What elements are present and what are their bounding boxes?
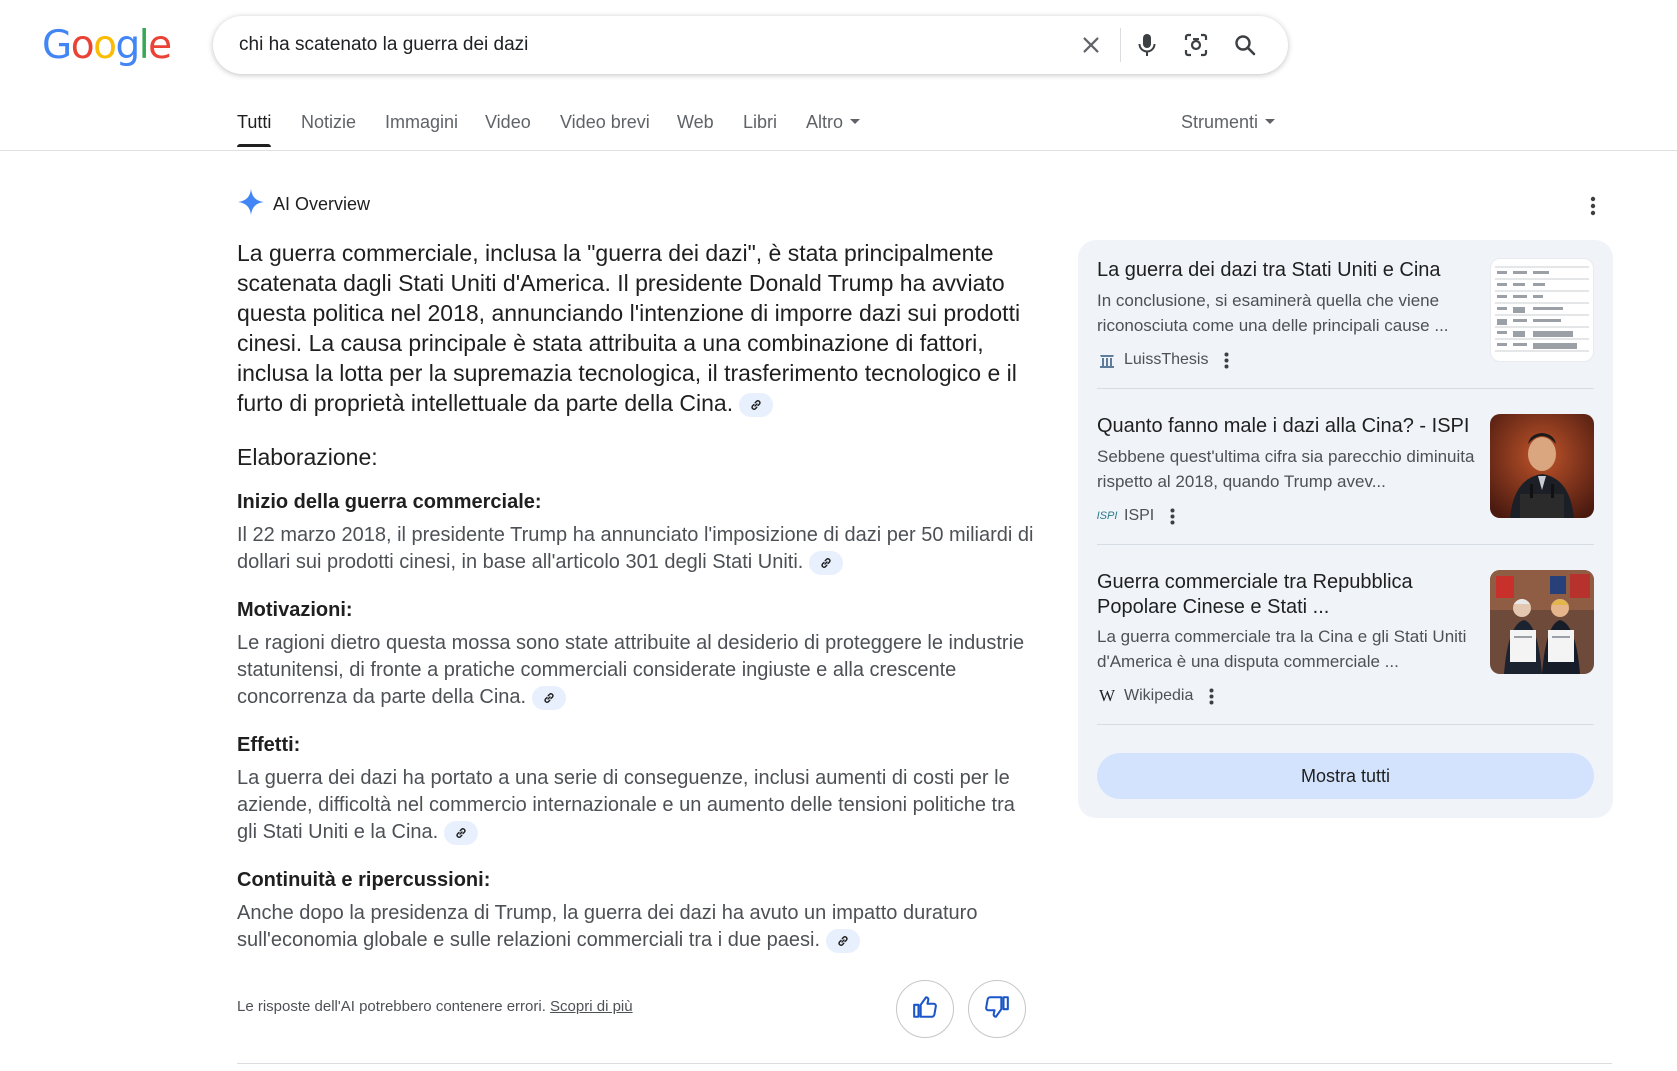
more-options-icon[interactable] bbox=[1224, 352, 1229, 369]
ispi-favicon: ISPI bbox=[1096, 510, 1118, 522]
column-icon bbox=[1097, 350, 1117, 370]
source-snippet: Sebbene quest'ultima cifra sia parecchio diminuita rispetto al 2018, quando Trump avev... bbox=[1097, 447, 1475, 491]
section-title: Continuità e ripercussioni: bbox=[237, 869, 491, 891]
search-input[interactable]: chi ha scatenato la guerra dei dazi bbox=[239, 34, 529, 55]
link-icon[interactable] bbox=[809, 551, 843, 575]
search-box[interactable] bbox=[213, 16, 1288, 74]
wikipedia-favicon: W bbox=[1098, 686, 1116, 705]
tools-button[interactable] bbox=[1181, 112, 1275, 133]
close-icon[interactable] bbox=[1075, 29, 1107, 61]
source-site: Wikipedia bbox=[1124, 687, 1194, 704]
tab-all[interactable]: Tutti bbox=[237, 112, 272, 132]
link-icon[interactable] bbox=[532, 686, 566, 710]
elaboration-heading: Elaborazione: bbox=[237, 444, 378, 470]
source-meta bbox=[1097, 686, 1214, 706]
microphone-icon[interactable] bbox=[1131, 29, 1163, 61]
source-site: ISPI bbox=[1124, 507, 1155, 524]
source-title[interactable]: Quanto fanno male i dazi alla Cina? - ISPI bbox=[1097, 415, 1470, 437]
source-card[interactable] bbox=[1097, 552, 1594, 705]
section-title: Inizio della guerra commerciale: bbox=[237, 491, 542, 513]
source-divider bbox=[1097, 544, 1594, 545]
section-title: Motivazioni: bbox=[237, 599, 353, 621]
link-icon[interactable] bbox=[739, 393, 773, 417]
source-title[interactable]: Guerra commerciale tra Repubblica Popolare Cinese e Stati ... bbox=[1097, 571, 1413, 618]
show-all-button[interactable]: Mostra tutti bbox=[1097, 753, 1594, 799]
chevron-down-icon bbox=[1265, 119, 1275, 124]
link-icon[interactable] bbox=[444, 821, 478, 845]
section-effects bbox=[237, 734, 1037, 846]
ai-summary-text: La guerra commerciale, inclusa la "guerra dei dazi", è stata principalmente scatenata dagli Stati Uniti d'America. Il presidente Donald Trump ha avviato questa politica nel 2018, annunciando l'intenzione di imporre dazi sui prodotti cinesi. La causa principale è stata attribuita a una combinazione di fattori, inclusa la lotta per la supremazia tecnologica, il trasferimento tecnologico e il furto di proprietà intellettuale da parte della Cina. bbox=[237, 240, 1021, 416]
section-body: Il 22 marzo 2018, il presidente Trump ha annunciato l'imposizione di dazi per 50 miliardi di dollari sui prodotti cinesi, in base all'articolo 301 degli Stati Uniti. bbox=[237, 524, 1034, 573]
source-site: LuissThesis bbox=[1124, 351, 1209, 368]
source-snippet: La guerra commerciale tra la Cina e gli Stati Uniti d'America è una disputa commerciale ... bbox=[1097, 627, 1467, 671]
tab-more-label: Altro bbox=[806, 112, 844, 132]
section-text bbox=[237, 522, 1037, 576]
source-meta bbox=[1097, 350, 1229, 370]
source-title[interactable]: La guerra dei dazi tra Stati Uniti e Cina bbox=[1097, 259, 1441, 281]
source-meta bbox=[1097, 506, 1175, 526]
more-options-icon[interactable] bbox=[1170, 508, 1175, 525]
tab-short-videos[interactable]: Video brevi bbox=[560, 112, 650, 132]
chevron-down-icon bbox=[850, 119, 860, 124]
ai-summary bbox=[237, 238, 1027, 418]
lens-camera-icon[interactable] bbox=[1180, 29, 1212, 61]
ai-disclaimer bbox=[237, 998, 633, 1015]
source-card[interactable] bbox=[1097, 396, 1594, 544]
section-motivations bbox=[237, 599, 1037, 711]
news-photo-thumbnail[interactable] bbox=[1490, 414, 1594, 518]
sources-panel bbox=[1078, 240, 1613, 818]
thumbs-down-icon bbox=[984, 994, 1010, 1025]
tab-web[interactable]: Web bbox=[677, 112, 714, 132]
section-divider bbox=[237, 1063, 1612, 1064]
section-text bbox=[237, 630, 1037, 711]
tab-news[interactable]: Notizie bbox=[301, 112, 357, 132]
more-options-icon[interactable] bbox=[1209, 688, 1214, 705]
section-text bbox=[237, 900, 1037, 954]
tools-label: Strumenti bbox=[1181, 112, 1259, 132]
disclaimer-text: Le risposte dell'AI potrebbero contenere errori. bbox=[237, 998, 546, 1015]
learn-more-link[interactable]: Scopri di più bbox=[550, 998, 633, 1015]
section-title: Effetti: bbox=[237, 734, 301, 756]
document-thumbnail[interactable] bbox=[1490, 258, 1594, 362]
sparkle-icon bbox=[237, 188, 265, 221]
source-card[interactable] bbox=[1097, 240, 1594, 388]
source-snippet: In conclusione, si esaminerà quella che viene riconosciuta come una delle principali cause ... bbox=[1097, 291, 1449, 335]
section-body: La guerra dei dazi ha portato a una serie di conseguenze, inclusi aumenti di costi per le aziende, difficoltà nel commercio internazionale e un aumento delle tensioni politiche tra gli Stati Uniti e la Cina. bbox=[237, 767, 1015, 843]
ai-overview-header bbox=[237, 188, 370, 221]
header-divider bbox=[0, 150, 1677, 151]
more-options-icon[interactable] bbox=[1590, 196, 1596, 221]
thumbs-up-icon bbox=[912, 994, 938, 1025]
section-body: Anche dopo la presidenza di Trump, la guerra dei dazi ha avuto un impatto duraturo sull'economia globale e sulle relazioni commerciali tra i due paesi. bbox=[237, 902, 978, 951]
section-continuity bbox=[237, 869, 1037, 954]
ai-overview-label: AI Overview bbox=[273, 194, 371, 214]
link-icon[interactable] bbox=[826, 929, 860, 953]
tab-images[interactable]: Immagini bbox=[385, 112, 459, 132]
section-start bbox=[237, 491, 1037, 576]
section-text bbox=[237, 765, 1037, 846]
signing-photo-thumbnail[interactable] bbox=[1490, 570, 1594, 674]
section-body: Le ragioni dietro questa mossa sono state attribuite al desiderio di proteggere le industrie statunitensi, di fronte a pratiche commerciali considerate ingiuste e alla crescente concorrenza da parte della Cina. bbox=[237, 632, 1025, 708]
tab-books[interactable]: Libri bbox=[743, 112, 778, 132]
source-divider bbox=[1097, 388, 1594, 389]
tab-more[interactable] bbox=[806, 112, 860, 133]
thumbs-up-button[interactable] bbox=[896, 980, 954, 1038]
search-divider bbox=[1120, 28, 1121, 62]
google-logo[interactable]: Google bbox=[42, 23, 171, 68]
tab-videos[interactable]: Video bbox=[485, 112, 531, 132]
source-divider bbox=[1097, 724, 1594, 725]
thumbs-down-button[interactable] bbox=[968, 980, 1026, 1038]
search-icon[interactable] bbox=[1229, 29, 1261, 61]
